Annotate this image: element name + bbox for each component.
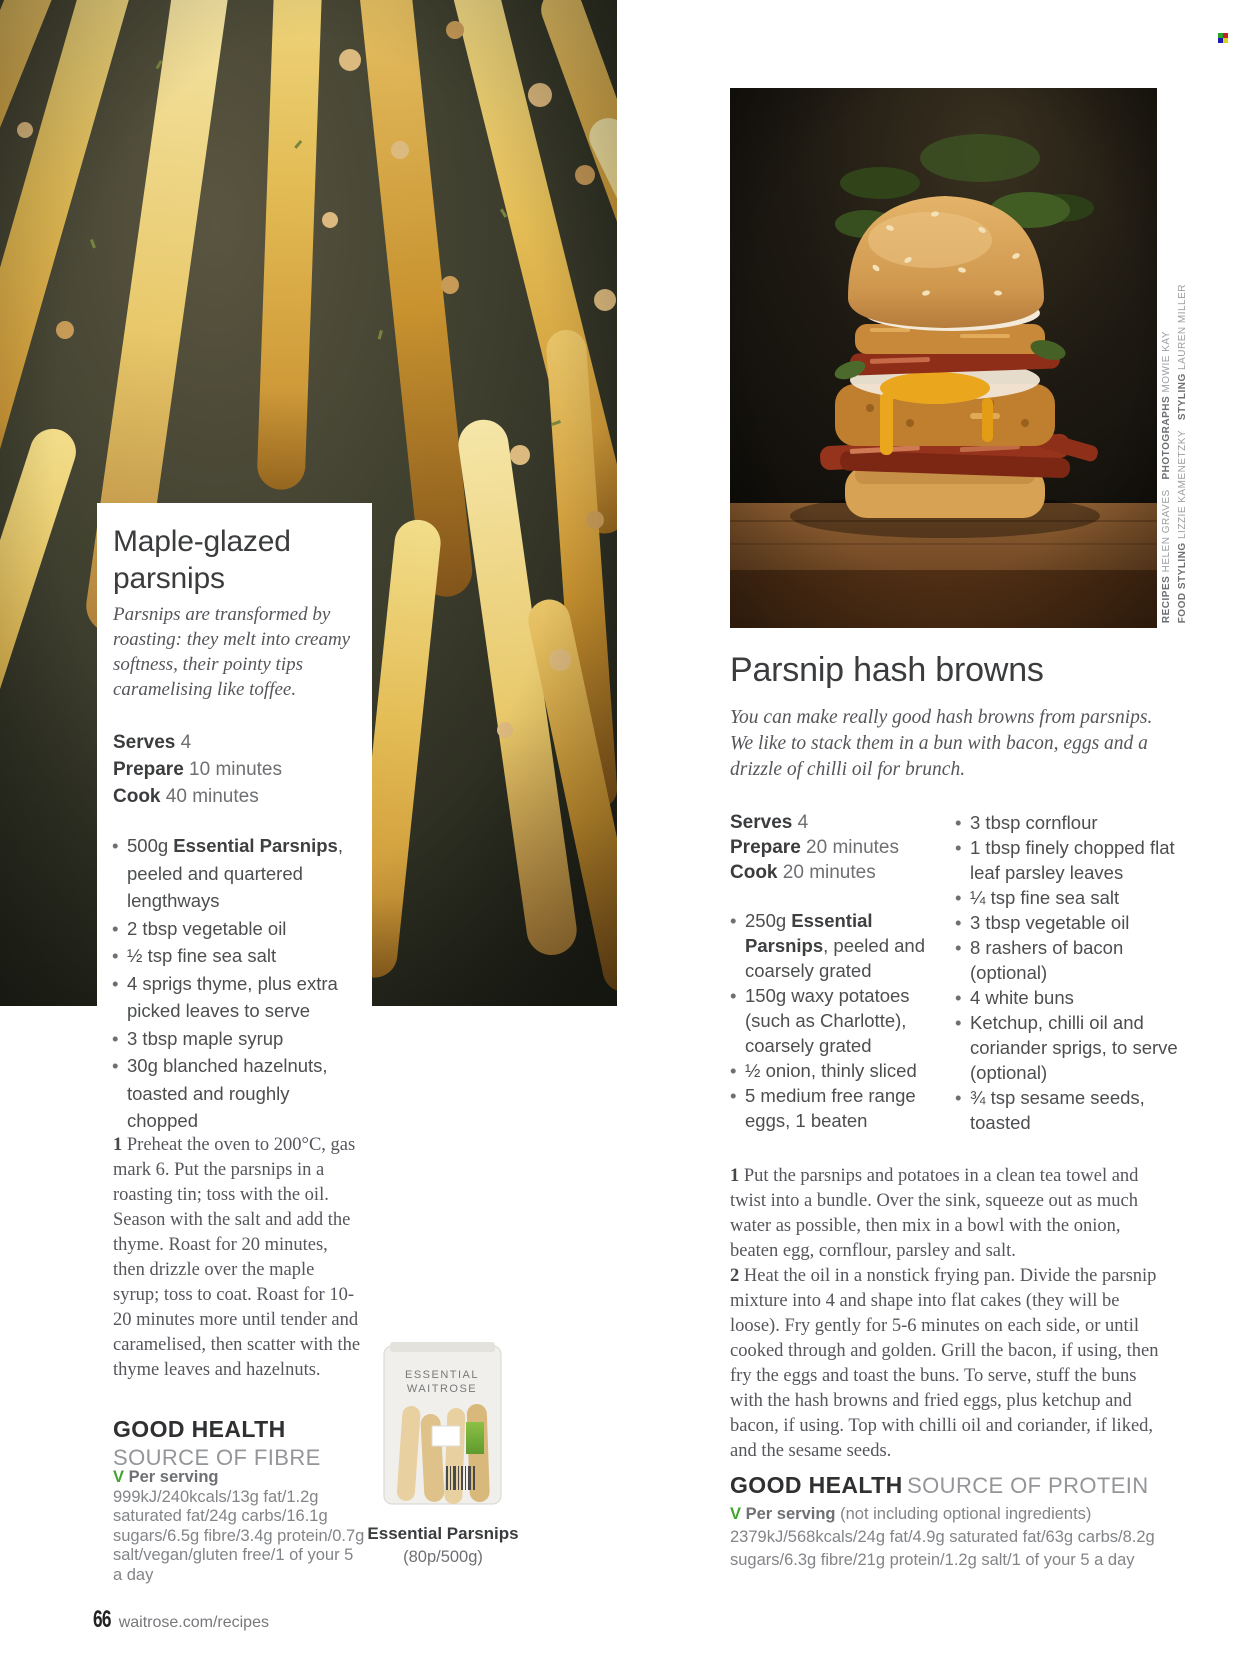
right-recipe-title: Parsnip hash browns [730, 651, 1044, 689]
burger-photo-art [730, 88, 1157, 628]
credit-label: PHOTOGRAPHS [1161, 395, 1172, 480]
per-serving-label: Per serving [745, 1505, 836, 1523]
ingredient-item: • 3 tbsp cornflour [955, 810, 1180, 835]
method-step: 1 Preheat the oven to 200°C, gas mark 6. Put the parsnips in a roasting tin; toss with the oil. Season with the salt and add the thyme. Roast for 20 minutes, then drizzle over the maple syrup; toss to coat. Roast for 10-20 minutes more until tender and caramelised, then scatter with the thyme leaves and hazelnuts. [113, 1135, 361, 1380]
good-health-subheading: SOURCE OF PROTEIN [907, 1473, 1149, 1498]
right-ingredient-column-1 [730, 908, 938, 1133]
credit-line-2 [1177, 284, 1188, 623]
left-method [113, 1133, 362, 1383]
page-footer [93, 1606, 269, 1634]
credit-name: LIZZIE KAMENETZKY [1177, 429, 1188, 539]
product-name: Essential Parsnips [367, 1524, 519, 1543]
vegetarian-mark: V [730, 1505, 742, 1523]
left-recipe-meta [113, 729, 363, 810]
ingredient-item: • ¾ tsp sesame seeds, toasted [955, 1085, 1180, 1135]
nutrition-values: 2379kJ/568kcals/24g fat/4.9g saturated fat/63g carbs/8.2g sugars/6.3g fibre/21g protein/1.2g salt/1 of your 5 a day [730, 1528, 1155, 1569]
product-pack-art [380, 1338, 505, 1510]
ingredient-item: • 5 medium free range eggs, 1 beaten [730, 1083, 938, 1133]
meta-line: Serves 4 [730, 812, 809, 833]
page-number: 66 [93, 1606, 111, 1633]
right-recipe-meta [730, 810, 950, 885]
method-step: 1 Put the parsnips and potatoes in a clean tea towel and twist into a bundle. Over the sink, squeeze out as much water as possible, then mix in a bowl with the onion, beaten egg, cornflour, parsley and salt. [730, 1166, 1139, 1261]
per-serving-label: Per serving [128, 1468, 219, 1486]
meta-line: Prepare 20 minutes [730, 837, 900, 858]
meta-line: Cook 40 minutes [113, 786, 259, 807]
method-step: 2 Heat the oil in a nonstick frying pan. Divide the parsnip mixture into 4 and shape into flat cakes (they will be loose). Fry gently for 5-6 minutes on each side, or until cooked through and golden. Grill the bacon, if using, then fry the eggs and toast the buns. To serve, stuff the buns with the hash browns and fried eggs, plus ketchup and bacon, if using. Top with chilli oil and coriander, if liked, and the sesame seeds. [730, 1266, 1159, 1461]
good-health-heading: GOOD HEALTH [113, 1416, 286, 1442]
ingredient-item: • 4 white buns [955, 985, 1180, 1010]
ingredient-item: • 3 tbsp maple syrup [112, 1025, 364, 1053]
print-mark-yellow [1223, 38, 1228, 43]
ingredient-item: • 1 tbsp finely chopped flat leaf parsley leaves [955, 835, 1180, 885]
credit-label: FOOD STYLING [1177, 542, 1188, 623]
credit-name: MOWIE KAY [1161, 330, 1172, 393]
left-nutrition [113, 1468, 367, 1585]
credit-line-1 [1161, 331, 1172, 623]
meta-line: Prepare 10 minutes [113, 759, 283, 780]
ingredient-item: • ½ onion, thinly sliced [730, 1058, 938, 1083]
good-health-heading: GOOD HEALTH [730, 1472, 903, 1498]
pack-brand-line1: ESSENTIAL [404, 1369, 480, 1381]
ingredient-item: • 150g waxy potatoes (such as Charlotte), coarsely grated [730, 983, 938, 1058]
product-caption [330, 1522, 556, 1568]
credit-label: STYLING [1177, 372, 1188, 420]
photo-credits [1161, 285, 1188, 623]
nutrition-values: 999kJ/240kcals/13g fat/1.2g saturated fat/24g carbs/16.1g sugars/6.5g fibre/3.4g protein/0.7g salt/vegan/gluten free/1 of your 5 a day [113, 1487, 365, 1584]
meta-line: Serves 4 [113, 732, 192, 753]
ingredient-item: • 3 tbsp vegetable oil [955, 910, 1180, 935]
right-good-health [730, 1470, 1200, 1500]
product-pack-photo [380, 1338, 505, 1510]
right-recipe-intro: You can make really good hash browns from parsnips. We like to stack them in a bun with bacon, eggs and a drizzle of chilli oil for brunch. [730, 707, 1153, 780]
credit-name: HELEN GRAVES [1161, 489, 1172, 573]
per-serving-note: (not including optional ingredients) [840, 1505, 1092, 1523]
good-health-subheading: SOURCE OF FIBRE [113, 1445, 321, 1470]
ingredient-item: • 8 rashers of bacon (optional) [955, 935, 1180, 985]
left-recipe-intro: Parsnips are transformed by roasting: they melt into creamy softness, their pointy tips caramelising like toffee. [113, 604, 351, 700]
left-good-health [113, 1414, 373, 1472]
credit-label: RECIPES [1161, 575, 1172, 623]
right-ingredient-column-2 [955, 810, 1180, 1135]
ingredient-item: • 500g Essential Parsnips, peeled and quartered lengthways [112, 832, 364, 915]
ingredient-item: • ½ tsp fine sea salt [112, 942, 364, 970]
meta-line: Cook 20 minutes [730, 862, 876, 883]
print-registration-mark [1218, 33, 1228, 43]
ingredient-item: • Ketchup, chilli oil and coriander sprigs, to serve (optional) [955, 1010, 1180, 1085]
footer-url[interactable]: waitrose.com/recipes [118, 1614, 269, 1631]
ingredient-item: • 30g blanched hazelnuts, toasted and roughly chopped [112, 1052, 364, 1135]
left-recipe-title: Maple-glazed parsnips [113, 525, 291, 595]
vegetarian-mark: V [113, 1468, 125, 1486]
burger-photo [730, 88, 1157, 628]
ingredient-item: • 2 tbsp vegetable oil [112, 915, 364, 943]
right-method [730, 1164, 1166, 1464]
ingredient-item: • ¼ tsp fine sea salt [955, 885, 1180, 910]
left-ingredient-list [112, 832, 364, 1135]
product-price: (80p/500g) [403, 1548, 483, 1566]
ingredient-item: • 250g Essential Parsnips, peeled and coarsely grated [730, 908, 938, 983]
credit-name: LAUREN MILLER [1177, 283, 1188, 370]
pack-brand-line2: WAITROSE [406, 1383, 478, 1395]
ingredient-item: • 4 sprigs thyme, plus extra picked leaves to serve [112, 970, 364, 1025]
right-nutrition [730, 1503, 1202, 1572]
